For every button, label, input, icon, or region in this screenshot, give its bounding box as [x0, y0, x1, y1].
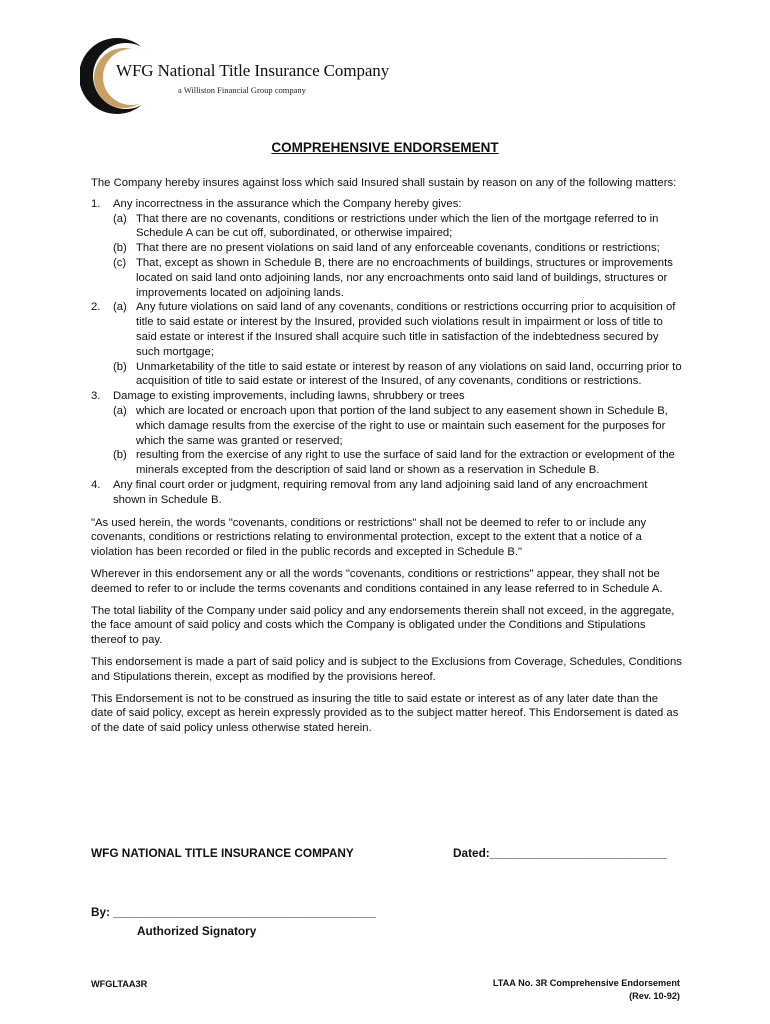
sub-item-text: Any future violations on said land of any covenants, conditions or restrictions occurring prior to acquisition of title to said estate or interest by the Insured, provided such violations result in impairment or loss of title to said estate or interest if the Insured shall acquire such title in satisfaction of the indebtedness secured by such mortgage;	[136, 301, 676, 358]
sub-item-label: (a)	[113, 212, 127, 225]
sub-item-text: That, except as shown in Schedule B, there are no encroachments of buildings, structures or improvements located on said land onto adjoining lands, nor any encroachments onto said land of buildings, structures or improvements located on adjoining lands.	[136, 256, 673, 299]
item-number: 2.	[91, 301, 101, 314]
lease-paragraph: Wherever in this endorsement any or all the words "covenants, conditions or restrictions" appear, they shall not be deemed to refer to or include the terms covenants and conditions contained in any lease referred to in Schedule A.	[91, 567, 663, 595]
dating-paragraph: This Endorsement is not to be construed as insuring the title to said estate or interest as of any later date than the date of said policy, except as herein expressly provided as to the subject matter hereof. This Endorsement is dated as of the date of said policy unless otherwise stated herein.	[91, 692, 679, 735]
company-logo	[80, 36, 390, 116]
sub-item-label: (b)	[113, 242, 127, 255]
item-text: Damage to existing improvements, including lawns, shrubbery or trees	[113, 390, 465, 403]
coverage-item	[91, 197, 683, 301]
sub-list	[113, 212, 683, 301]
sub-item	[113, 256, 683, 300]
sub-item-text: Unmarketability of the title to said estate or interest by reason of any violations on said land, occurring prior to acquisition of title to said estate or interest of the Insured, of any covenants, conditions or restrictions.	[136, 360, 682, 388]
sub-item	[113, 212, 683, 242]
sub-item-label: (a)	[113, 404, 127, 417]
signature-company: WFG NATIONAL TITLE INSURANCE COMPANY	[91, 846, 354, 860]
sub-item-label: (b)	[113, 449, 127, 462]
document-title: COMPREHENSIVE ENDORSEMENT	[271, 140, 499, 155]
sub-item	[113, 360, 683, 390]
company-name: WFG National Title Insurance Company	[116, 61, 390, 80]
form-title: LTAA No. 3R Comprehensive Endorsement	[492, 978, 680, 988]
sub-list	[113, 300, 683, 389]
company-subtitle: a Williston Financial Group company	[178, 85, 306, 95]
item-text: Any incorrectness in the assurance which the Company hereby gives:	[113, 197, 462, 210]
sub-item-text: That there are no covenants, conditions or restrictions under which the lien of the mortgage referred to in Schedule A can be cut off, subordinated, or otherwise impaired;	[136, 212, 659, 240]
item-number: 3.	[91, 390, 101, 403]
coverage-list	[91, 197, 683, 508]
sub-item-text: which are located or encroach upon that portion of the land subject to any easement shown in Schedule B, which damage results from the exercise of the right to use or maintain such easement for the purposes for which the same was granted or reserved;	[136, 404, 668, 447]
signature-line: By: ________________________________________	[91, 905, 376, 919]
item-number: 1.	[91, 197, 101, 210]
sub-item-label: (a)	[113, 301, 127, 314]
sub-item	[113, 300, 683, 359]
form-code: WFGLTAA3R	[91, 979, 148, 989]
coverage-item	[91, 300, 683, 389]
definition-paragraph: "As used herein, the words "covenants, conditions or restrictions" shall not be deemed to refer to or include any covenants, conditions or restrictions relating to environmental protection, except to the extent that a notice of a violation has been recorded or filed in the public records and excepted in Schedule B."	[91, 516, 647, 559]
coverage-item	[91, 478, 683, 508]
sub-item-label: (c)	[113, 256, 127, 269]
signatory-role: Authorized Signatory	[137, 924, 257, 938]
sub-item	[113, 241, 683, 256]
exclusions-paragraph: This endorsement is made a part of said policy and is subject to the Exclusions from Coverage, Schedules, Conditions and Stipulations therein, except as modified by the provisions hereof.	[91, 655, 682, 683]
intro-paragraph: The Company hereby insures against loss which said Insured shall sustain by reason on any of the following matters:	[91, 177, 677, 189]
sub-item-text: resulting from the exercise of any right to use the surface of said land for the extraction or evelopment of the minerals excepted from the description of said land or shown as a reservation in Schedule B.	[136, 449, 675, 477]
form-revision: (Rev. 10-92)	[629, 991, 680, 1001]
sub-item	[113, 404, 683, 448]
item-number: 4.	[91, 478, 101, 491]
sub-list	[113, 404, 683, 478]
document-body	[91, 176, 683, 736]
sub-item-label: (b)	[113, 360, 127, 373]
coverage-item	[91, 389, 683, 478]
item-text: Any final court order or judgment, requiring removal from any land adjoining said land of any encroachment shown in Schedule B.	[113, 478, 648, 506]
form-footer	[493, 977, 680, 1003]
liability-paragraph: The total liability of the Company under said policy and any endorsements therein shall not exceed, in the aggregate, the face amount of said policy and costs which the Company is obligated under the Conditions and Stipulations thereof to pay.	[91, 604, 675, 647]
dated-line: Dated:___________________________	[453, 846, 667, 860]
sub-item	[113, 448, 683, 478]
sub-item-text: That there are no present violations on said land of any enforceable covenants, conditions or restrictions;	[136, 242, 660, 255]
